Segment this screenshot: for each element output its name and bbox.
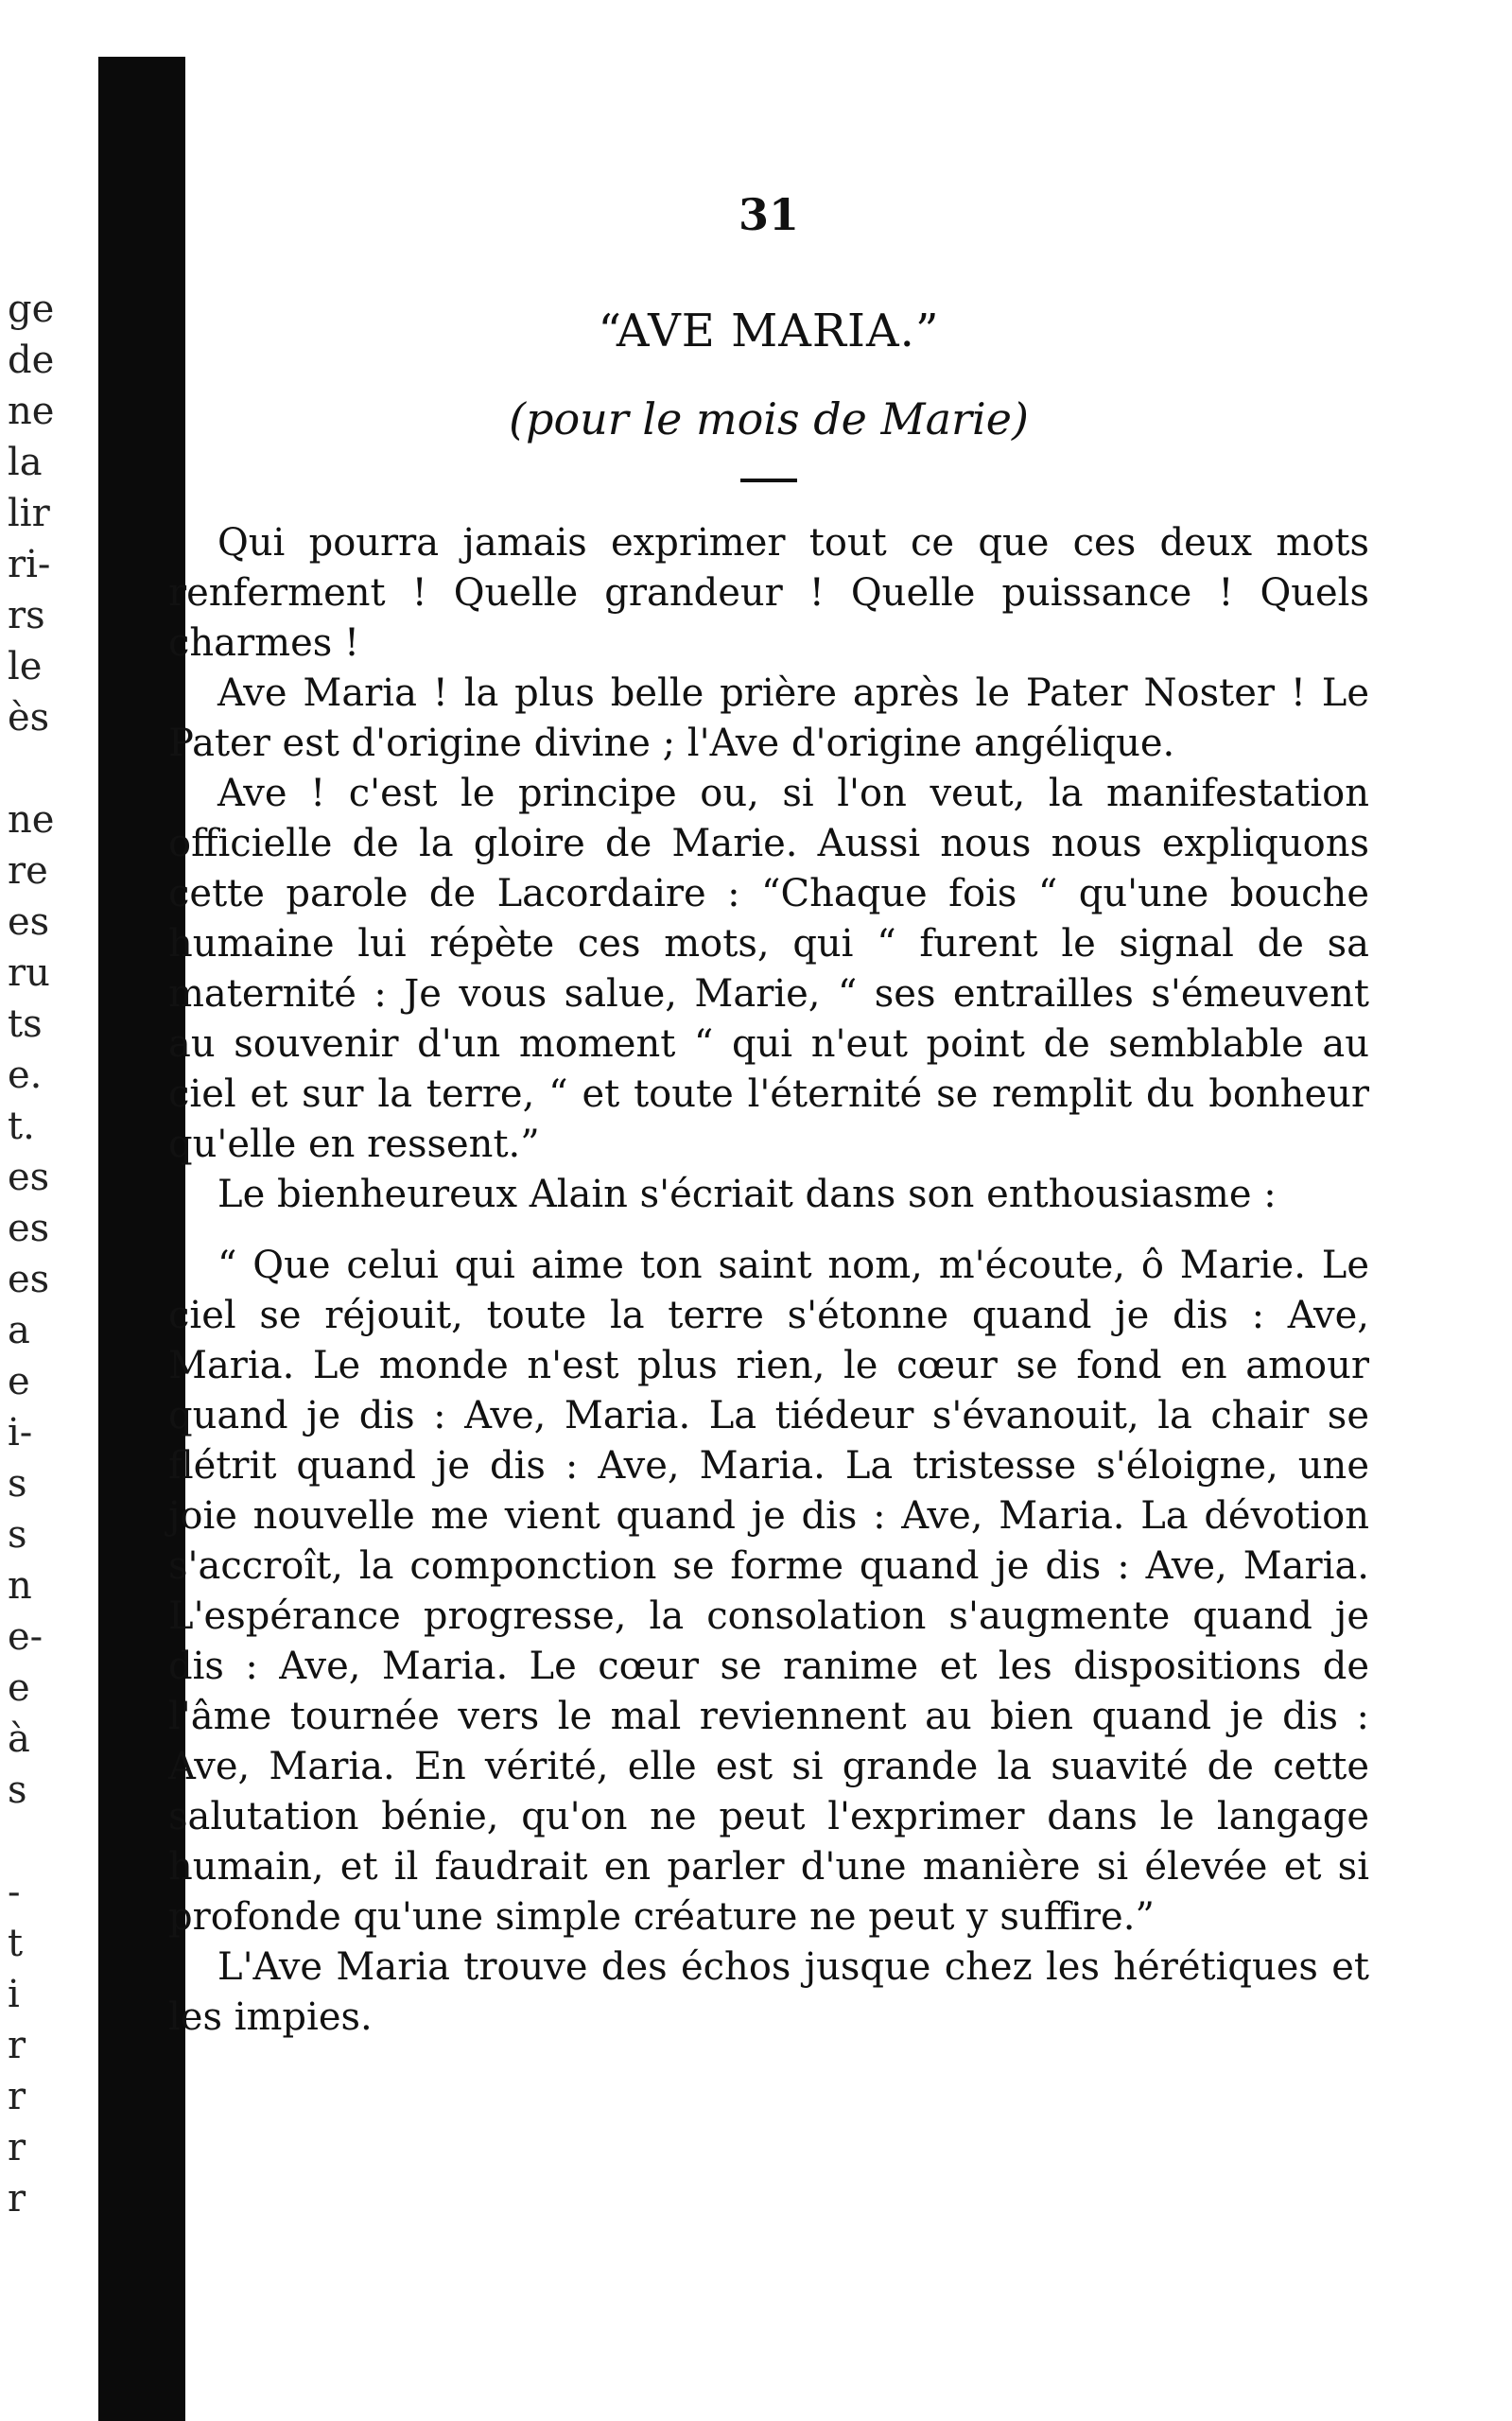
margin-fragment: i- [8,1411,33,1454]
margin-fragment: ru [8,951,50,995]
margin-fragment: le [8,645,43,688]
margin-fragment: ts [8,1002,43,1046]
margin-fragment: es [8,900,50,944]
paragraph-1: Qui pourra jamais exprimer tout ce que ces deux mots renferment ! Quelle grandeur ! Quelle puissance ! Quels charmes ! [168,521,1369,665]
margin-fragment: t [8,1922,24,1965]
margin-fragment: es [8,1207,50,1250]
title-divider [740,479,797,482]
margin-fragment: es [8,1258,50,1301]
margin-fragment: rs [8,594,45,637]
margin-fragment: r [8,2024,26,2067]
margin-fragment: - [8,1871,21,1914]
page-number: 31 [738,189,799,240]
margin-fragment: es [8,1156,50,1199]
margin-fragment: ès [8,696,50,740]
margin-fragment: s [8,1462,27,1506]
page-title: “AVE MARIA.” [598,305,940,357]
margin-fragment: e- [8,1615,43,1659]
margin-fragment: à [8,1717,30,1761]
margin-fragment: r [8,2075,26,2118]
margin-fragment: e [8,1666,30,1710]
margin-fragment: ne [8,390,55,433]
margin-fragment: i [8,1973,20,2016]
page-subtitle: (pour le mois de Marie) [509,393,1029,444]
margin-fragment: de [8,339,55,382]
facing-page-fragments [8,284,93,2224]
paragraph-3: Ave ! c'est le principe ou, si l'on veut, la manifestation officielle de la gloire de Marie. Aussi nous nous expliquons cette parole de Lacordaire : “Chaque fois “ qu'une bouche humaine lui répète ces mots, qui “ furent le signal de sa maternité : Je vous salue, Marie, “ ses entrailles s'émeuvent au souvenir d'un moment “ qui n'eut point de semblable au ciel et sur la terre, “ et toute l'éternité se remplit du bonheur qu'elle en ressent.” [168,772,1369,1166]
margin-fragment: ne [8,798,55,842]
paragraph-2: Ave Maria ! la plus belle prière après le Pater Noster ! Le Pater est d'origine divine ; l'Ave d'origine angélique. [168,671,1369,765]
margin-fragment: e [8,1360,30,1403]
document-page [168,189,1369,2043]
margin-fragment [8,743,93,794]
margin-fragment: t. [8,1105,35,1148]
margin-fragment: n [8,1564,32,1608]
margin-fragment: re [8,849,48,893]
margin-fragment: s [8,1768,27,1812]
margin-fragment: ge [8,287,55,331]
margin-fragment: e. [8,1054,43,1097]
margin-fragment: ri- [8,543,51,586]
paragraph-4: Le bienheureux Alain s'écriait dans son enthousiasme : [217,1173,1277,1216]
margin-fragment: la [8,441,43,484]
margin-fragment [8,1816,93,1867]
margin-fragment: r [8,2177,26,2221]
margin-fragment: s [8,1513,27,1557]
paragraph-6: L'Ave Maria trouve des échos jusque chez les hérétiques et les impies. [168,1945,1369,2039]
margin-fragment: a [8,1309,30,1352]
margin-fragment: lir [8,492,50,535]
margin-fragment: r [8,2126,26,2169]
paragraph-5: “ Que celui qui aime ton saint nom, m'écoute, ô Marie. Le ciel se réjouit, toute la terre s'étonne quand je dis : Ave, Maria. Le monde n'est plus rien, le cœur se fond en amour quand je dis : Ave, Maria. La tiédeur s'évanouit, la chair se flétrit quand je dis : Ave, Maria. La tristesse s'éloigne, une joie nouvelle me vient quand je dis : Ave, Maria. La dévotion s'accroît, la componction se forme quand je dis : Ave, Maria. L'espérance progresse, la consolation s'augmente quand je dis : Ave, Maria. Le cœur se ranime et les dispositions de l'âme tournée vers le mal reviennent au bien quand je dis : Ave, Maria. En vérité, elle est si grande la suavité de cette salutation bénie, qu'on ne peut l'exprimer dans le langage humain, et il faudrait en parler d'une manière si élevée et si profonde qu'une simple créature ne peut y suffire.” [168,1244,1369,1939]
